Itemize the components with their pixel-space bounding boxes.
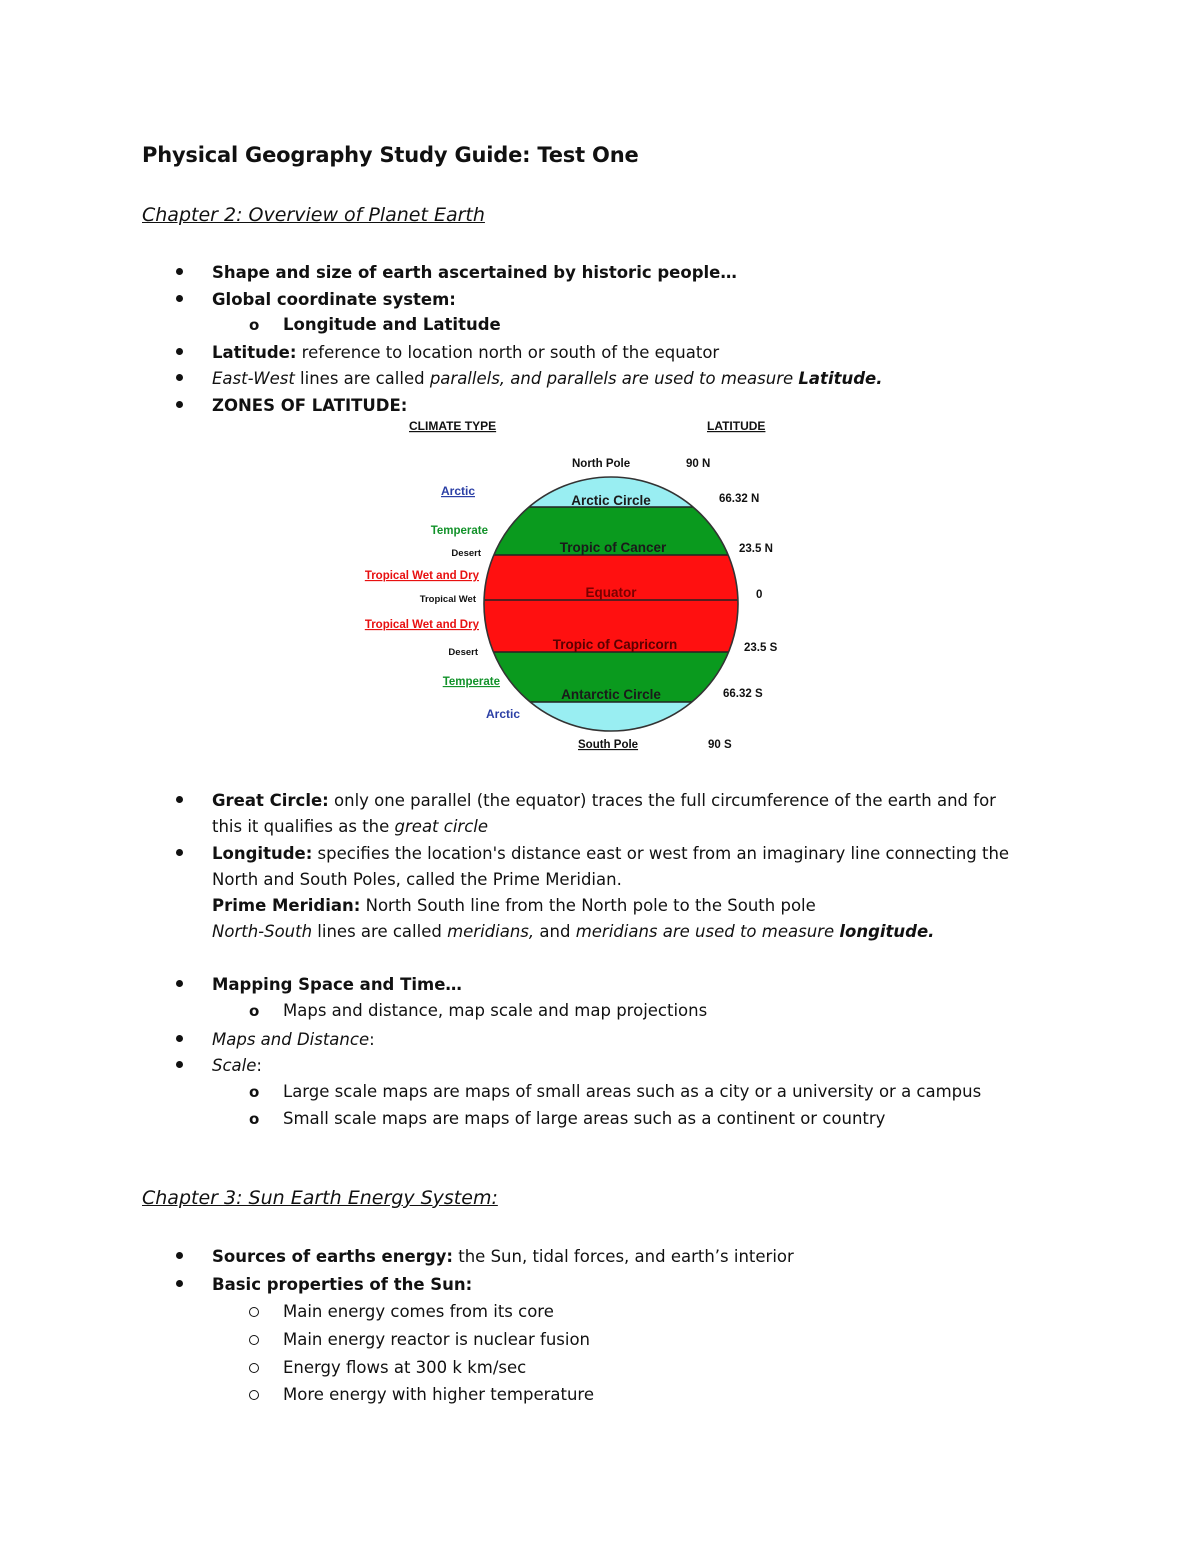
list-item-continuation: North and South Poles, called the Prime Meridian. bbox=[212, 870, 622, 889]
list-item: Basic properties of the Sun: bbox=[212, 1275, 473, 1294]
climate-label: Arctic bbox=[440, 484, 475, 498]
chapter-2-heading: Chapter 2: Overview of Planet Earth bbox=[142, 204, 485, 226]
tropic-of-capricorn-label: Tropic of Capricorn bbox=[552, 637, 678, 652]
list-item: Shape and size of earth ascertained by historic people… bbox=[212, 263, 737, 282]
climate-label: Desert bbox=[448, 647, 478, 658]
sub-bullet-circle-icon bbox=[249, 1335, 259, 1345]
bullet-icon bbox=[176, 1061, 183, 1068]
chapter-3-heading: Chapter 3: Sun Earth Energy System: bbox=[142, 1187, 498, 1209]
list-item-continuation: this it qualifies as the great circle bbox=[212, 817, 489, 836]
tropic-of-cancer-label: Tropic of Cancer bbox=[559, 540, 667, 555]
equator-label: Equator bbox=[585, 585, 637, 600]
list-item: Sources of earths energy: the Sun, tidal forces, and earth’s interior bbox=[212, 1247, 794, 1266]
list-item: Longitude: specifies the location's distance east or west from an imaginary line connecting the bbox=[212, 844, 1010, 863]
sub-list-item: Energy flows at 300 k km/sec bbox=[283, 1358, 527, 1377]
sub-bullet-icon: o bbox=[249, 316, 260, 334]
list-item: Global coordinate system: bbox=[212, 290, 456, 309]
sub-list-item: Large scale maps are maps of small areas such as a city or a university or a campus bbox=[283, 1082, 982, 1101]
north-pole-label: North Pole bbox=[572, 458, 631, 470]
climate-label: Temperate bbox=[430, 525, 488, 537]
bullet-icon bbox=[176, 796, 183, 803]
bullet-icon bbox=[176, 849, 183, 856]
latitude-value: 90 N bbox=[686, 458, 711, 470]
sub-bullet-circle-icon bbox=[249, 1307, 259, 1317]
list-item: ZONES OF LATITUDE: bbox=[212, 396, 408, 415]
bullet-icon bbox=[176, 295, 183, 302]
bullet-icon bbox=[176, 1252, 183, 1259]
south-pole-label: South Pole bbox=[578, 739, 639, 751]
latitude-value: 66.32 N bbox=[719, 493, 760, 505]
bullet-icon bbox=[176, 980, 183, 987]
latitude-value: 90 S bbox=[708, 739, 732, 751]
climate-label: Tropical Wet and Dry bbox=[364, 570, 479, 582]
latitude-zones-svg bbox=[350, 414, 790, 759]
list-item-continuation: North-South lines are called meridians, and meridians are used to measure longitude. bbox=[212, 922, 935, 941]
climate-label: Temperate bbox=[442, 676, 500, 688]
bullet-icon bbox=[176, 374, 183, 381]
climate-label: Tropical Wet bbox=[419, 594, 476, 605]
bullet-icon bbox=[176, 348, 183, 355]
latitude-value: 66.32 S bbox=[723, 688, 763, 700]
sub-bullet-icon: o bbox=[249, 1110, 260, 1128]
list-item-continuation: Prime Meridian: North South line from the North pole to the South pole bbox=[212, 896, 816, 915]
bullet-icon bbox=[176, 268, 183, 275]
bullet-icon bbox=[176, 1035, 183, 1042]
sub-list-item: Main energy comes from its core bbox=[283, 1302, 554, 1321]
list-item: Latitude: reference to location north or south of the equator bbox=[212, 343, 720, 362]
list-item: Great Circle: only one parallel (the equator) traces the full circumference of the earth and for bbox=[212, 791, 996, 810]
sub-bullet-icon: o bbox=[249, 1083, 260, 1101]
sub-bullet-circle-icon bbox=[249, 1363, 259, 1373]
sub-bullet-circle-icon bbox=[249, 1390, 259, 1400]
climate-type-header: CLIMATE TYPE bbox=[409, 419, 497, 433]
bullet-icon bbox=[176, 401, 183, 408]
list-item: Scale: bbox=[212, 1056, 262, 1075]
list-item: Mapping Space and Time… bbox=[212, 975, 462, 994]
sub-list-item: Main energy reactor is nuclear fusion bbox=[283, 1330, 591, 1349]
sub-list-item: Maps and distance, map scale and map projections bbox=[283, 1001, 708, 1020]
sub-list-item: Small scale maps are maps of large areas such as a continent or country bbox=[283, 1109, 886, 1128]
climate-label: Desert bbox=[451, 548, 481, 559]
list-item: Maps and Distance: bbox=[212, 1030, 375, 1049]
latitude-value: 23.5 N bbox=[739, 543, 773, 555]
sub-list-item: Longitude and Latitude bbox=[283, 315, 501, 334]
latitude-value: 23.5 S bbox=[744, 642, 778, 654]
bullet-icon bbox=[176, 1280, 183, 1287]
arctic-circle-label: Arctic Circle bbox=[571, 493, 651, 508]
climate-label: Arctic bbox=[485, 707, 520, 721]
sub-bullet-icon: o bbox=[249, 1002, 260, 1020]
latitude-value: 0 bbox=[756, 589, 763, 601]
latitude-zones-diagram bbox=[350, 414, 790, 759]
climate-label: Tropical Wet and Dry bbox=[364, 619, 479, 631]
list-item: East-West lines are called parallels, and parallels are used to measure Latitude. bbox=[212, 369, 883, 388]
antarctic-circle-label: Antarctic Circle bbox=[561, 687, 661, 702]
latitude-header: LATITUDE bbox=[707, 419, 766, 433]
sub-list-item: More energy with higher temperature bbox=[283, 1385, 595, 1404]
page-title: Physical Geography Study Guide: Test One bbox=[142, 143, 639, 167]
